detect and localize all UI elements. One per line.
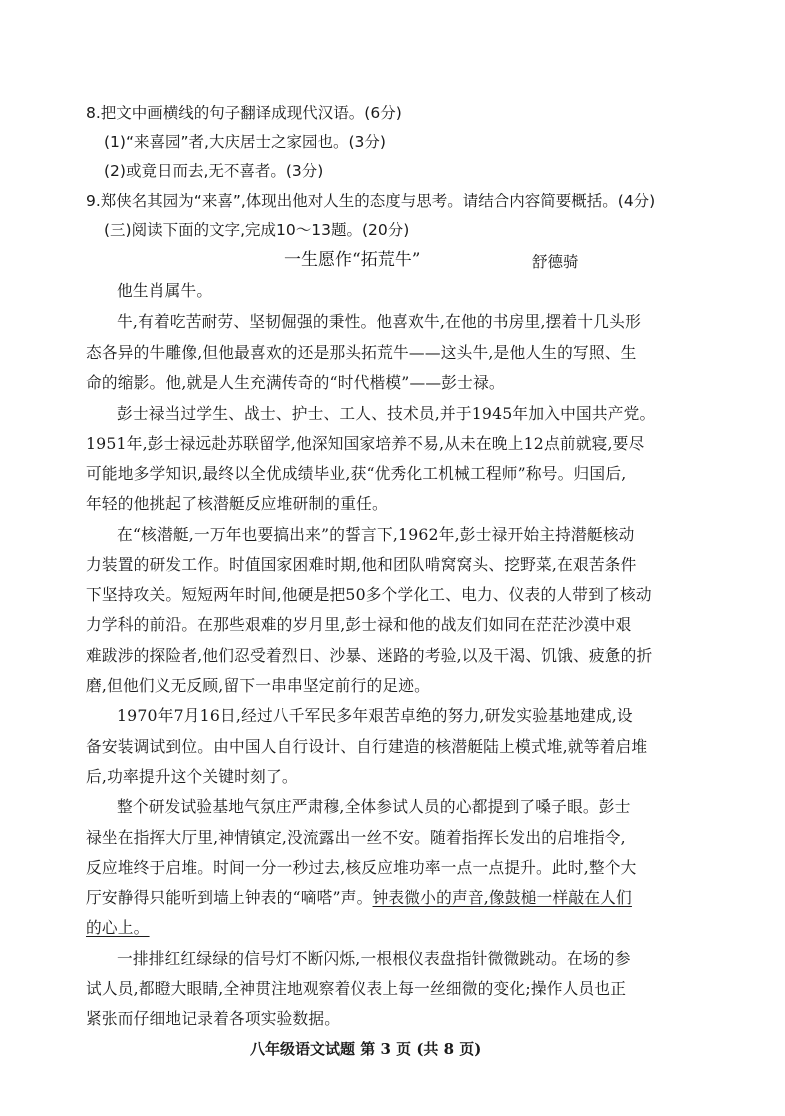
question-8-2: (2)或竟日而去,无不喜者。(3分) bbox=[104, 162, 324, 180]
paragraph-6-line-4-text: 厅安静得只能听到墙上钟表的“嘀嗒”声。 bbox=[86, 888, 373, 907]
question-8: 8.把文中画横线的句子翻译成现代汉语。(6分) bbox=[86, 104, 402, 122]
underlined-sentence-part-2: 的心上。 bbox=[86, 918, 150, 937]
paragraph-3-line-3: 可能地多学知识,最终以全优成绩毕业,获“优秀化工机械工程师”称号。归国后, bbox=[86, 464, 627, 483]
underlined-sentence-part-1: 钟表微小的声音,像鼓槌一样敲在人们 bbox=[372, 888, 632, 907]
paragraph-6-line-2: 禄坐在指挥大厅里,神情镇定,没流露出一丝不安。随着指挥长发出的启堆指令, bbox=[86, 828, 626, 847]
paragraph-5-line-3: 后,功率提升这个关键时刻了。 bbox=[86, 767, 298, 786]
paragraph-3-line-4: 年轻的他挑起了核潜艇反应堆研制的重任。 bbox=[86, 494, 388, 513]
paragraph-6-line-4 bbox=[86, 887, 632, 909]
paragraph-5-line-1: 1970年7月16日,经过八千军民多年艰苦卓绝的努力,研发实验基地建成,设 bbox=[117, 706, 633, 725]
article-author: 舒德骑 bbox=[532, 253, 579, 271]
paragraph-6-line-1: 整个研发试验基地气氛庄严肃穆,全体参试人员的心都提到了嗓子眼。彭士 bbox=[117, 797, 631, 816]
paragraph-4-line-5: 难跋涉的探险者,他们忍受着烈日、沙暴、迷路的考验,以及干渴、饥饿、疲惫的折 bbox=[86, 646, 653, 665]
paragraph-7-line-1: 一排排红红绿绿的信号灯不断闪烁,一根根仪表盘指针微微跳动。在场的参 bbox=[117, 949, 631, 968]
paragraph-4-line-2: 力装置的研发工作。时值国家困难时期,他和团队啃窝窝头、挖野菜,在艰苦条件 bbox=[86, 555, 637, 574]
paragraph-4-line-6: 磨,但他们义无反顾,留下一串串坚定前行的足迹。 bbox=[86, 676, 431, 695]
section-3-heading: (三)阅读下面的文字,完成10～13题。(20分) bbox=[104, 221, 410, 239]
question-8-1: (1)“来喜园”者,大庆居士之家园也。(3分) bbox=[104, 133, 386, 151]
paragraph-4-line-3: 下坚持攻关。短短两年时间,他硬是把50多个学化工、电力、仪表的人带到了核动 bbox=[86, 585, 652, 604]
paragraph-6-line-3: 反应堆终于启堆。时间一分一秒过去,核反应堆功率一点一点提升。此时,整个大 bbox=[86, 858, 637, 877]
paragraph-1: 他生肖属牛。 bbox=[117, 281, 213, 300]
article-title: 一生愿作“拓荒牛” bbox=[284, 250, 421, 270]
question-9: 9.郑侠名其园为“来喜”,体现出他对人生的态度与思考。请结合内容简要概括。(4分) bbox=[86, 192, 656, 210]
paragraph-5-line-2: 备安装调试到位。由中国人自行设计、自行建造的核潜艇陆上模式堆,就等着启堆 bbox=[86, 737, 648, 756]
paragraph-7-line-2: 试人员,都瞪大眼睛,全神贯注地观察着仪表上每一丝细微的变化;操作人员也正 bbox=[86, 979, 627, 998]
paragraph-2-line-2: 态各异的牛雕像,但他最喜欢的还是那头拓荒牛——这头牛,是他人生的写照、生 bbox=[86, 343, 637, 362]
paragraph-7-line-3: 紧张而仔细地记录着各项实验数据。 bbox=[86, 1009, 341, 1028]
paragraph-4-line-1: 在“核潜艇,一万年也要搞出来”的誓言下,1962年,彭士禄开始主持潜艇核动 bbox=[117, 525, 635, 544]
paragraph-2-line-3: 命的缩影。他,就是人生充满传奇的“时代楷模”——彭士禄。 bbox=[86, 373, 505, 392]
paragraph-3-line-2: 1951年,彭士禄远赴苏联留学,他深知国家培养不易,从未在晚上12点前就寝,要尽 bbox=[86, 434, 645, 453]
paragraph-4-line-4: 力学科的前沿。在那些艰难的岁月里,彭士禄和他的战友们如同在茫茫沙漠中艰 bbox=[86, 615, 632, 634]
page-footer: 八年级语文试题 第 3 页 (共 8 页) bbox=[250, 1040, 482, 1058]
paragraph-3-line-1: 彭士禄当过学生、战士、护士、工人、技术员,并于1945年加入中国共产党。 bbox=[117, 404, 656, 423]
paragraph-2-line-1: 牛,有着吃苦耐劳、坚韧倔强的秉性。他喜欢牛,在他的书房里,摆着十几头形 bbox=[117, 312, 641, 331]
